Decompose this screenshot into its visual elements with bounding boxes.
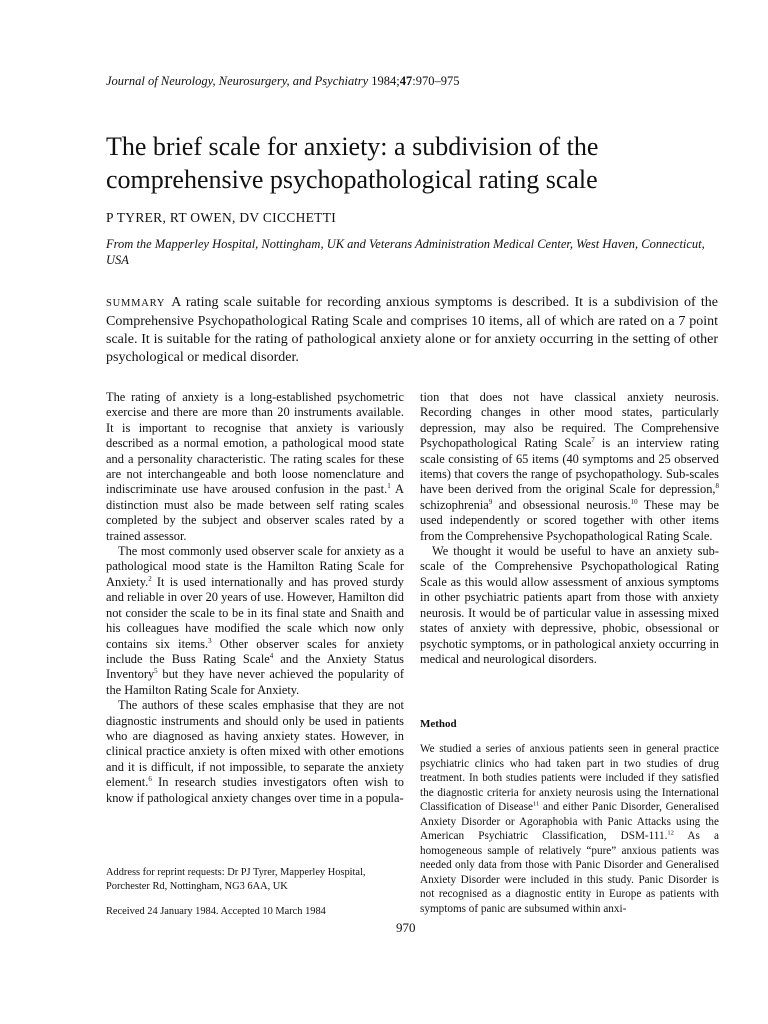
reference-marker: 2 bbox=[148, 574, 152, 583]
received-dates: Received 24 January 1984. Accepted 10 March 1984 bbox=[106, 906, 326, 917]
reprint-address: Address for reprint requests: Dr PJ Tyrer, Mapperley Hospital, Porchester Rd, Nottingham, NG3 6AA, UK bbox=[106, 867, 366, 892]
author-affiliation: From the Mapperley Hospital, Nottingham, UK and Veterans Administration Medical Center, West Haven, Connecticut, USA bbox=[106, 237, 705, 267]
reference-marker: 11 bbox=[532, 800, 540, 808]
author-list: P TYRER, RT OWEN, DV CICCHETTI bbox=[106, 210, 337, 225]
paragraph: We thought it would be useful to have an anxiety sub-scale of the Comprehensive Psychopathological Rating Scale as this would allow assessment of anxious symptoms in other psychiatric patients apart from those with anxiety neurosis. It would be of particular value in assessing mixed states of anxiety with depressive, phobic, obsessional or psychotic symptoms, or in pathological anxiety occurring in medical and neurological disorders. bbox=[420, 544, 719, 666]
right-column bbox=[420, 390, 719, 667]
reference-marker: 3 bbox=[208, 636, 212, 645]
journal-name: Journal of Neurology, Neurosurgery, and Psychiatry bbox=[106, 74, 369, 88]
method-section bbox=[420, 742, 719, 916]
paragraph: The rating of anxiety is a long-established psychometric exercise and there are more than 20 instruments available. It is important to recognise that anxiety is variously described as a normal emotion, a pathological mood state and a personality characteristic. The rating scales for these are not interchangeable and both loose nomenclature and indiscriminate use have aroused confusion in the past.$^1$ A distinction must also be made between self rating scales completed by the subject and observer scales rated by a trained assessor. bbox=[106, 390, 404, 543]
reference-marker: 1 bbox=[387, 482, 391, 491]
summary-block bbox=[106, 294, 718, 367]
paragraph: We studied a series of anxious patients seen in general practice psychiatric clinics who had taken part in two studies of drug treatment. In both studies patients were included if they satisfied the diagnostic criteria for anxiety neurosis using the International Classification of Disease$^{11}$ and either Panic Disorder, Generalised Anxiety Disorder or Agoraphobia with Panic Attacks using the American Psychiatric Classification, DSM-111.12 As a homogeneous sample of relatively “pure” anxious patients was needed only data from those with Panic Disorder and Generalised Anxiety Disorder were included in this study. Panic Disorder is not recognised as a diagnostic entity in Europe as patients with symptoms of panic are subsumed within anxi- bbox=[420, 743, 719, 915]
method-heading: Method bbox=[420, 718, 457, 730]
reference-marker: 12 bbox=[667, 829, 674, 837]
reference-marker: 7 bbox=[591, 436, 595, 445]
page-number: 970 bbox=[396, 920, 416, 935]
reference-marker: 4 bbox=[269, 651, 274, 660]
paragraph: The authors of these scales emphasise that they are not diagnostic instruments and should only be used in patients who are diagnosed as having anxiety states. However, in clinical practice anxiety is often mixed with other emotions and it is difficult, if not impossible, to separate the anxiety element.$^6$ In research studies investigators often wish to know if pathological anxiety changes over time in a popula- bbox=[106, 698, 404, 805]
journal-citation bbox=[106, 74, 459, 89]
reference-marker: 9 bbox=[488, 497, 493, 506]
article-title: The brief scale for anxiety: a subdivision of the comprehensive psychopathological rating scale bbox=[106, 132, 599, 194]
summary-label: SUMMARY bbox=[106, 298, 166, 309]
journal-volume: 47 bbox=[399, 74, 413, 88]
reference-marker: 6 bbox=[148, 775, 152, 784]
reference-marker: 8 bbox=[715, 482, 719, 491]
paragraph: tion that does not have classical anxiety neurosis. Recording changes in other mood states, particularly depression, may also be required. The Comprehensive Psychopathological Rating Scale$^7$ is an interview rating scale consisting of 65 items (40 symptoms and 25 observed items) that covers the range of psychopathology. Sub-scales have been derived from the original Scale for depression,$^8$ schizophrenia$^9$ and obsessional neurosis.$^{10}$ These may be used independently or scored together with other items from the Comprehensive Psychopathological Rating Scale. bbox=[420, 390, 719, 543]
reference-marker: 10 bbox=[630, 497, 638, 506]
left-column bbox=[106, 390, 404, 806]
journal-pages: :970–975 bbox=[412, 74, 460, 88]
reference-marker: 5 bbox=[154, 667, 158, 676]
summary-text: A rating scale suitable for recording anxious symptoms is described. It is a subdivision of the Comprehensive Psychopathological Rating Scale and comprises 10 items, all of which are rated on a 7 point scale. It is suitable for the rating of pathological anxiety alone or for anxiety occurring in the setting of other psychological or medical disorder. bbox=[106, 295, 718, 365]
journal-year: 1984; bbox=[371, 74, 400, 88]
paragraph: The most commonly used observer scale for anxiety as a pathological mood state is the Hamilton Rating Scale for Anxiety.$^2$ It is used internationally and has proved sturdy and reliable in over 20 years of use. However, Hamilton did not consider the scale to be in its final state and Snaith and his colleagues have modified the scale which now only contains six items.$^3$ Other observer scales for anxiety include the Buss Rating Scale$^4$ and the Anxiety Status Inventory$^5$ but they have never achieved the popularity of the Hamilton Rating Scale for Anxiety. bbox=[106, 544, 404, 697]
